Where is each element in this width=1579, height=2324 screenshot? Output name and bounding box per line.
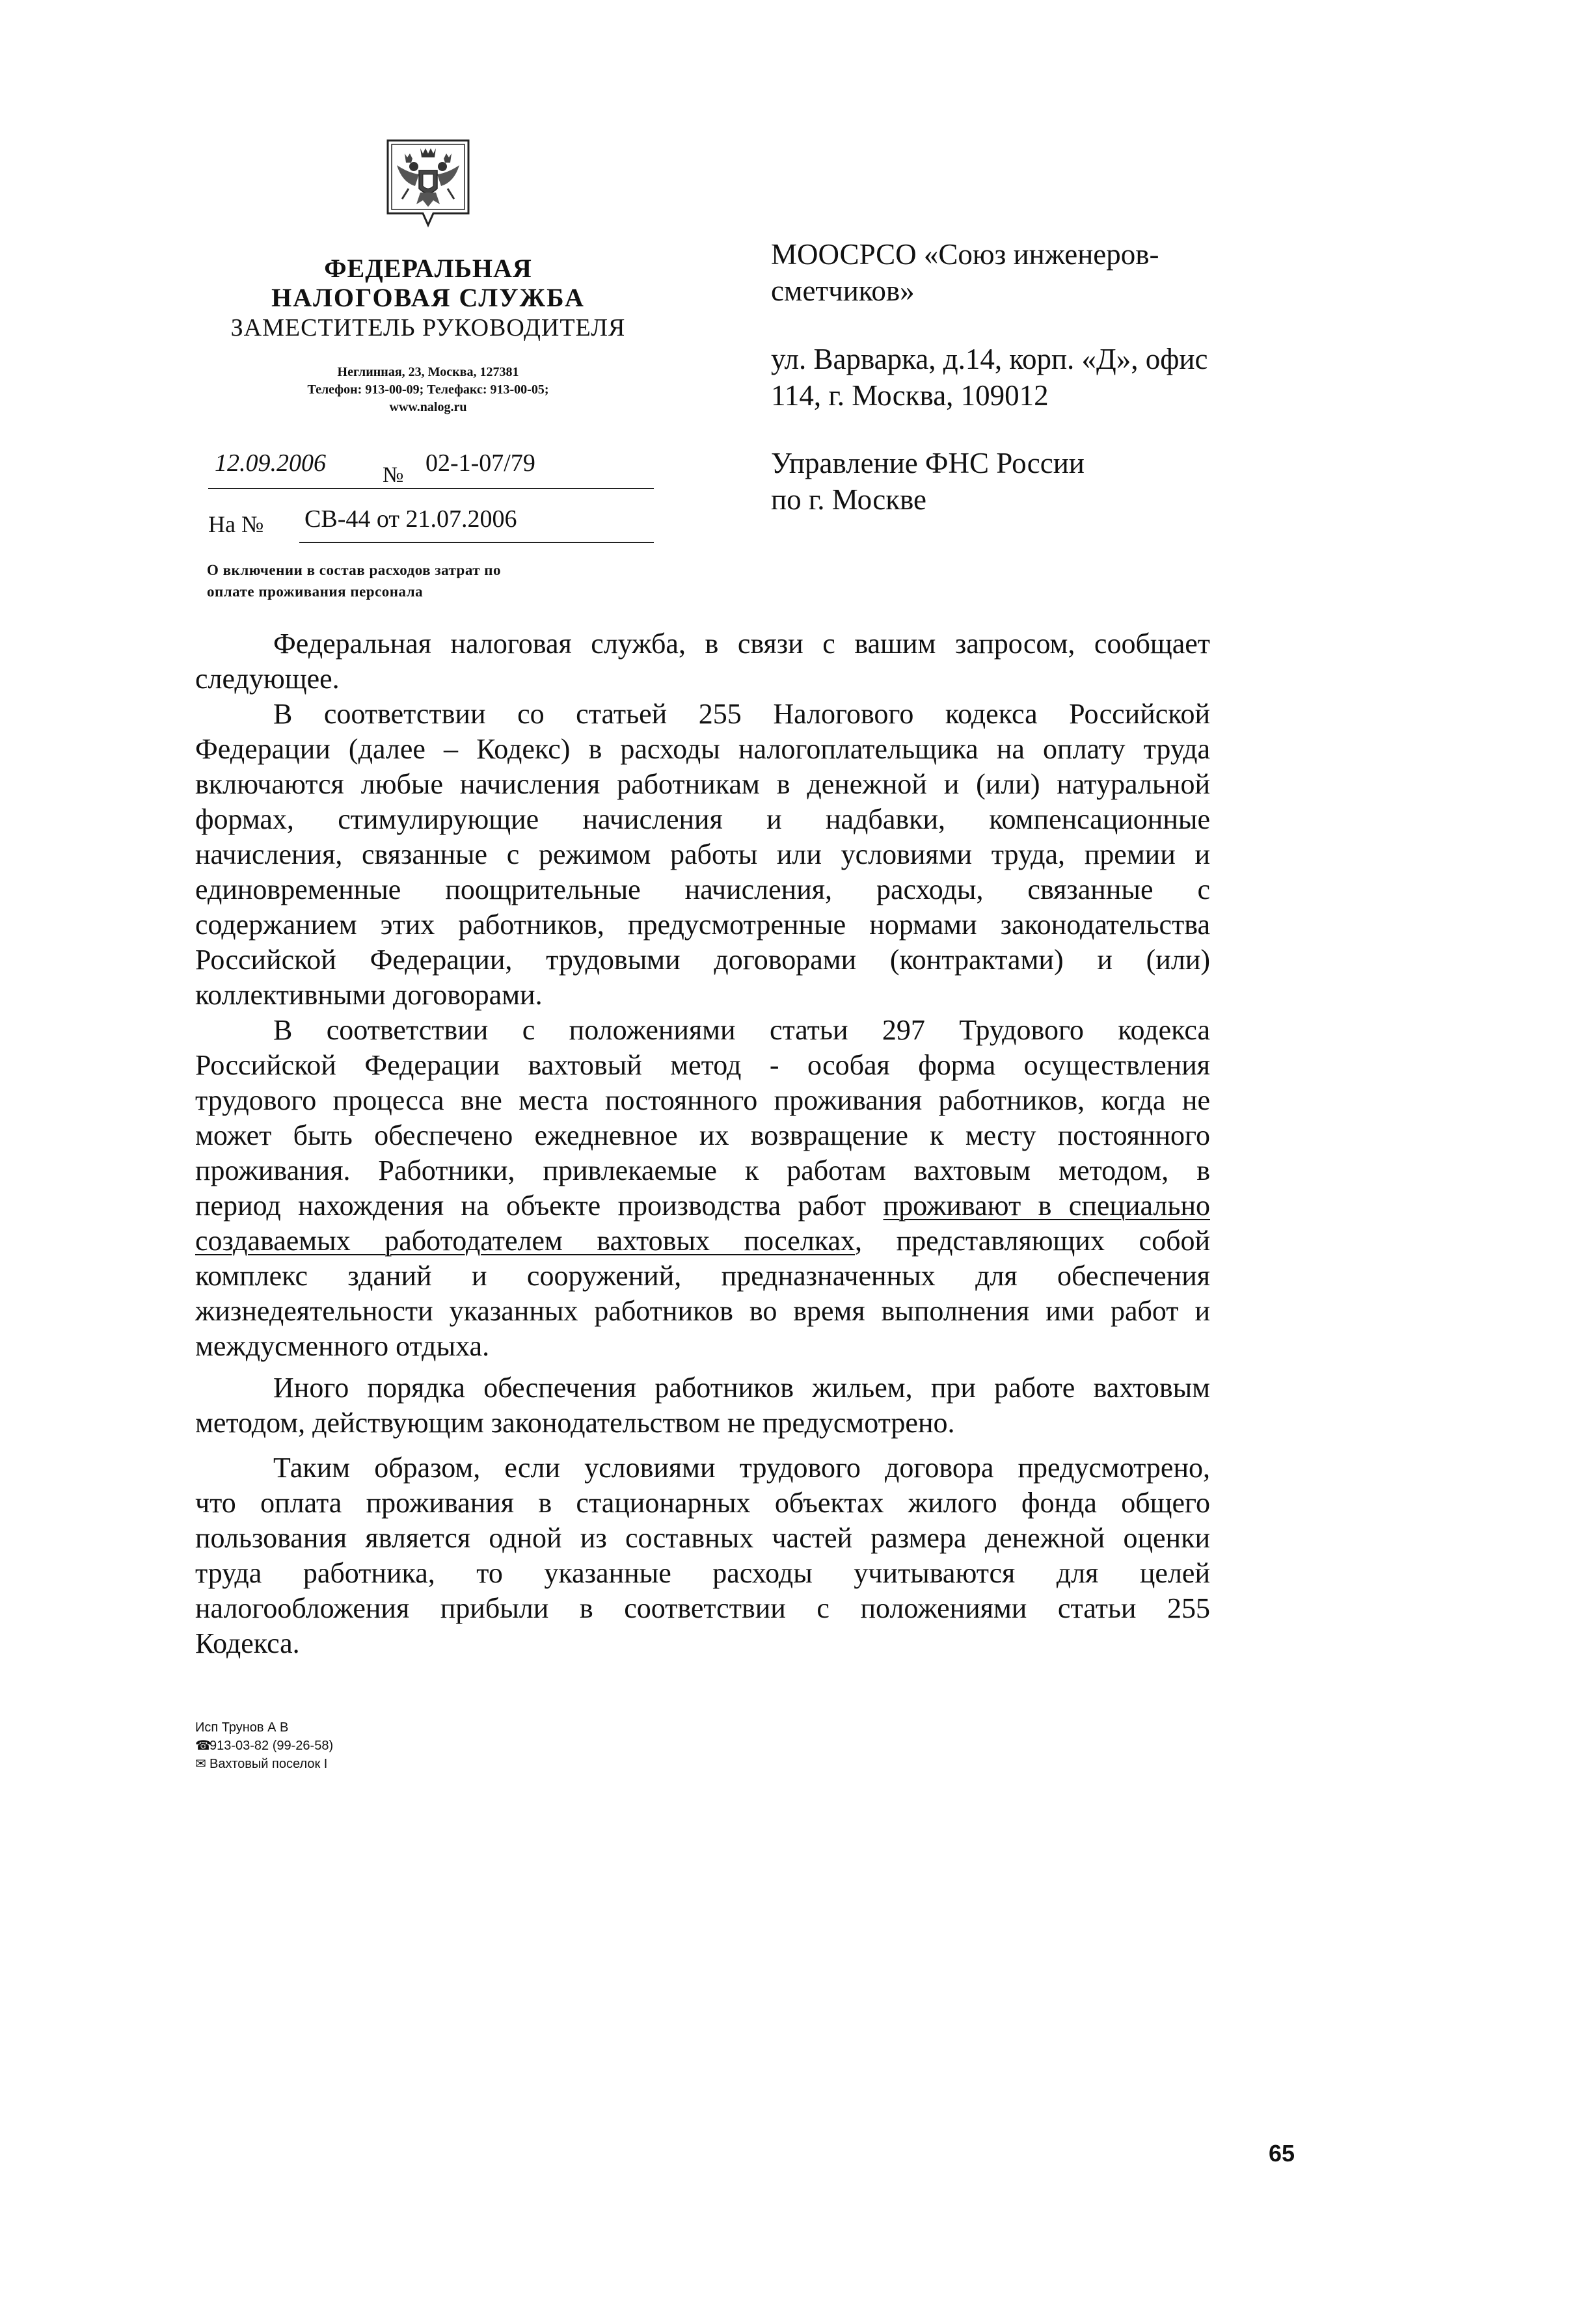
body-line: Таким образом, если условиями трудового договора предусмотрено, [273, 1452, 1210, 1484]
double-headed-eagle-icon [383, 137, 474, 234]
reference-number: СВ-44 от 21.07.2006 [304, 505, 517, 533]
telephone-icon: ☎ [195, 1739, 211, 1753]
recipient-address [771, 341, 1246, 414]
coat-of-arms-emblem [383, 137, 474, 234]
body-line: методом, действующим законодательством не предусмотрено. [195, 1407, 955, 1439]
recipient-name-line: МООСРСО «Союз инженеров- [771, 238, 1159, 271]
agency-name-line1: ФЕДЕРАЛЬНАЯ [324, 254, 532, 283]
body-line: труда работника, то указанные расходы учитываются для целей [195, 1557, 1210, 1589]
underlined-text: проживают в специально [883, 1190, 1210, 1222]
executor-name: Исп Трунов А В [195, 1720, 289, 1735]
executor-file-row [195, 1755, 327, 1773]
underlined-text: создаваемых работодателем вахтовых поселках [195, 1225, 856, 1257]
recipient-name [771, 236, 1246, 309]
body-line: единовременные поощрительные начисления, расходы, связанные с [195, 874, 1210, 905]
letter-subject [207, 559, 675, 602]
sender-position: ЗАМЕСТИТЕЛЬ РУКОВОДИТЕЛЯ [230, 314, 626, 341]
body-line: Кодекса. [195, 1627, 300, 1659]
body-line: коллективными договорами. [195, 979, 543, 1011]
body-line: комплекс зданий и сооружений, предназначенных для обеспечения [195, 1260, 1210, 1292]
body-line: включаются любые начисления работникам в денежной и (или) натуральной [195, 768, 1210, 800]
body-line: начисления, связанные с режимом работы или условиями труда, премии и [195, 838, 1210, 870]
registration-number-label: № [383, 463, 404, 487]
body-line: Российской Федерации вахтовый метод - особая форма осуществления [195, 1049, 1210, 1081]
reference-label: На № [208, 511, 264, 537]
body-line: пользования является одной из составных частей размера денежной оценки [195, 1522, 1210, 1554]
body-line: жизнедеятельности указанных работников во время выполнения ими работ и [195, 1295, 1210, 1327]
body-line [195, 1223, 1210, 1259]
subject-line: оплате проживания персонала [207, 583, 424, 600]
registration-number: 02-1-07/79 [425, 449, 535, 477]
executor-file: Вахтовый поселок I [209, 1757, 328, 1771]
body-line [195, 1188, 1210, 1223]
copy-recipient-line: Управление ФНС России [771, 447, 1085, 479]
body-line: следующее. [195, 663, 340, 695]
body-line: что оплата проживания в стационарных объектах жилого фонда общего [195, 1487, 1210, 1519]
body-line: налогообложения прибыли в соответствии с положениями статьи 255 [195, 1592, 1210, 1624]
body-line: может быть обеспечено ежедневное их возвращение к месту постоянного [195, 1119, 1210, 1151]
executor-phone: 913-03-82 (99-26-58) [209, 1739, 334, 1753]
body-line: проживания. Работники, привлекаемые к работам вахтовым методом, в [195, 1155, 1210, 1186]
body-line: Иного порядка обеспечения работников жильем, при работе вахтовым [273, 1372, 1210, 1404]
sender-website: www.nalog.ru [389, 400, 467, 414]
sender-address: Неглинная, 23, Москва, 127381 [337, 365, 519, 379]
body-line: формах, стимулирующие начисления и надбавки, компенсационные [195, 803, 1210, 835]
recipient-address-line: ул. Варварка, д.14, корп. «Д», офис [771, 343, 1208, 375]
recipient-address-line: 114, г. Москва, 109012 [771, 379, 1049, 412]
body-line: Российской Федерации, трудовыми договорами (контрактами) и (или) [195, 944, 1210, 976]
body-line: Федеральная налоговая служба, в связи с вашим запросом, сообщает [273, 628, 1210, 660]
reference-rule [299, 542, 654, 543]
body-text: , представляющих собой [855, 1225, 1210, 1257]
registration-date: 12.09.2006 [215, 449, 326, 477]
body-line: междусменного отдыха. [195, 1330, 490, 1362]
copy-recipient [771, 445, 1246, 518]
registration-rule [208, 488, 654, 489]
body-line: трудового процесса вне места постоянного проживания работников, когда не [195, 1084, 1210, 1116]
subject-line: О включении в состав расходов затрат по [207, 562, 502, 578]
copy-recipient-line: по г. Москве [771, 483, 927, 516]
body-text: период нахождения на объекте производства работ [195, 1190, 884, 1222]
recipient-name-line: сметчиков» [771, 274, 915, 307]
body-line: В соответствии с положениями статьи 297 Трудового кодекса [273, 1014, 1210, 1046]
envelope-icon: ✉ [195, 1757, 206, 1771]
page-number: 65 [1269, 2140, 1295, 2167]
executor-phone-row [195, 1737, 333, 1755]
sender-phones: Телефон: 913-00-09; Телефакс: 913-00-05; [307, 382, 549, 397]
agency-name-line2: НАЛОГОВАЯ СЛУЖБА [271, 283, 585, 312]
body-line: В соответствии со статьей 255 Налогового кодекса Российской [273, 698, 1210, 730]
body-line: Федерации (далее – Кодекс) в расходы налогоплательщика на оплату труда [195, 733, 1210, 765]
body-line: содержанием этих работников, предусмотренные нормами законодательства [195, 909, 1210, 941]
